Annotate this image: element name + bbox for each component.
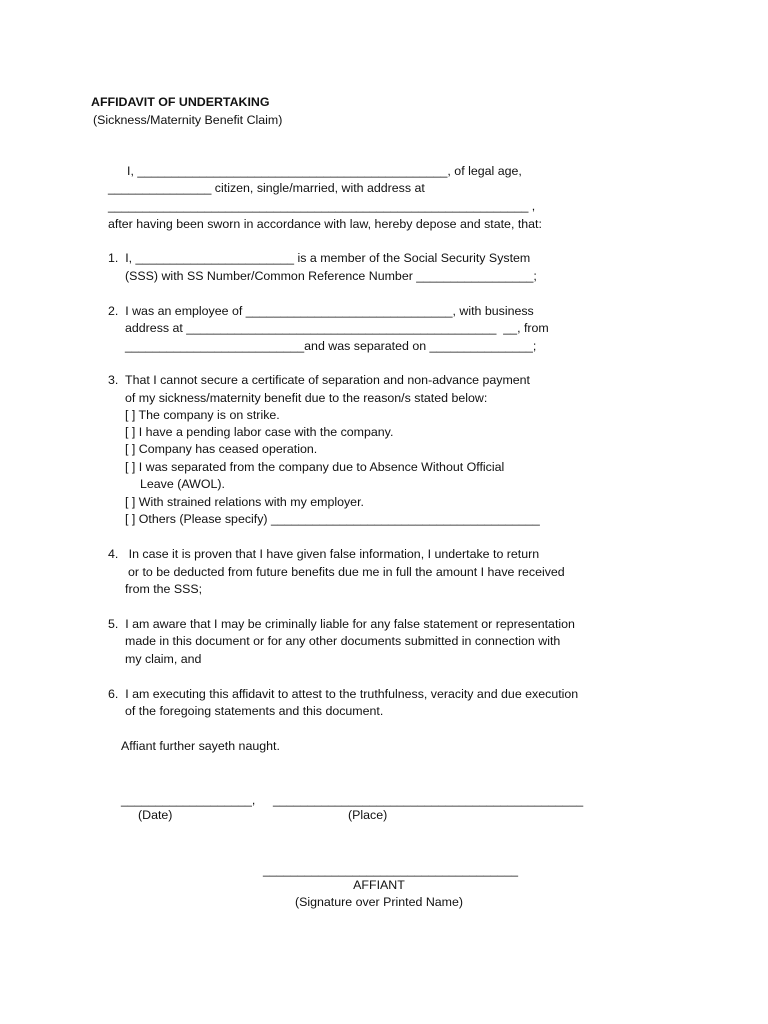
date-line: ___________________, bbox=[121, 793, 256, 807]
checkbox-option-awol-cont: Leave (AWOL). bbox=[140, 477, 225, 491]
document-title: AFFIDAVIT OF UNDERTAKING bbox=[91, 95, 270, 109]
place-line: _____________________________________________ bbox=[273, 793, 584, 807]
intro-line-citizen: _______________ citizen, single/married, with address at bbox=[108, 181, 425, 195]
intro-line-sworn: after having been sworn in accordance with law, hereby depose and state, that: bbox=[108, 217, 542, 231]
item-2-line-1: 2. I was an employee of ______________________________, with business bbox=[108, 304, 534, 318]
affiant-label: AFFIANT bbox=[353, 878, 405, 892]
item-2-line-3: __________________________and was separated on _______________; bbox=[125, 339, 537, 353]
checkbox-option-strained-relations: [ ] With strained relations with my employer. bbox=[125, 495, 364, 509]
intro-line-address: _____________________________________________________________ , bbox=[108, 199, 536, 213]
item-1-line-2: (SSS) with SS Number/Common Reference Number _________________; bbox=[125, 269, 537, 283]
place-label: (Place) bbox=[348, 808, 388, 822]
closing-statement: Affiant further sayeth naught. bbox=[121, 739, 280, 753]
signature-caption: (Signature over Printed Name) bbox=[294, 895, 464, 909]
document-subtitle: (Sickness/Maternity Benefit Claim) bbox=[93, 113, 283, 127]
date-label: (Date) bbox=[138, 808, 173, 822]
checkbox-option-awol: [ ] I was separated from the company due to Absence Without Official bbox=[125, 460, 505, 474]
item-6-line-1: 6. I am executing this affidavit to attest to the truthfulness, veracity and due execution bbox=[108, 687, 579, 701]
item-5-line-1: 5. I am aware that I may be criminally liable for any false statement or representation bbox=[108, 617, 575, 631]
item-2-line-2: address at _____________________________________________ __, from bbox=[125, 321, 549, 335]
checkbox-option-others: [ ] Others (Please specify) _______________________________________ bbox=[125, 512, 540, 526]
item-6-line-2: of the foregoing statements and this document. bbox=[125, 704, 384, 718]
item-5-line-2: made in this document or for any other documents submitted in connection with bbox=[125, 634, 561, 648]
item-3-line-1: 3. That I cannot secure a certificate of separation and non-advance payment bbox=[108, 373, 531, 387]
item-1-line-1: 1. I, _______________________ is a member of the Social Security System bbox=[108, 251, 531, 265]
item-3-line-2: of my sickness/maternity benefit due to the reason/s stated below: bbox=[125, 391, 488, 405]
intro-line-name: I, _____________________________________________, of legal age, bbox=[127, 164, 522, 178]
item-5-line-3: my claim, and bbox=[125, 652, 202, 666]
checkbox-option-strike: [ ] The company is on strike. bbox=[125, 408, 280, 422]
item-4-line-3: from the SSS; bbox=[125, 582, 203, 596]
signature-line: _____________________________________ bbox=[263, 863, 518, 877]
checkbox-option-labor-case: [ ] I have a pending labor case with the company. bbox=[125, 425, 394, 439]
item-4-line-2: or to be deducted from future benefits due me in full the amount I have received bbox=[128, 565, 565, 579]
item-4-line-1: 4. In case it is proven that I have given false information, I undertake to return bbox=[108, 547, 540, 561]
checkbox-option-ceased-operation: [ ] Company has ceased operation. bbox=[125, 442, 318, 456]
